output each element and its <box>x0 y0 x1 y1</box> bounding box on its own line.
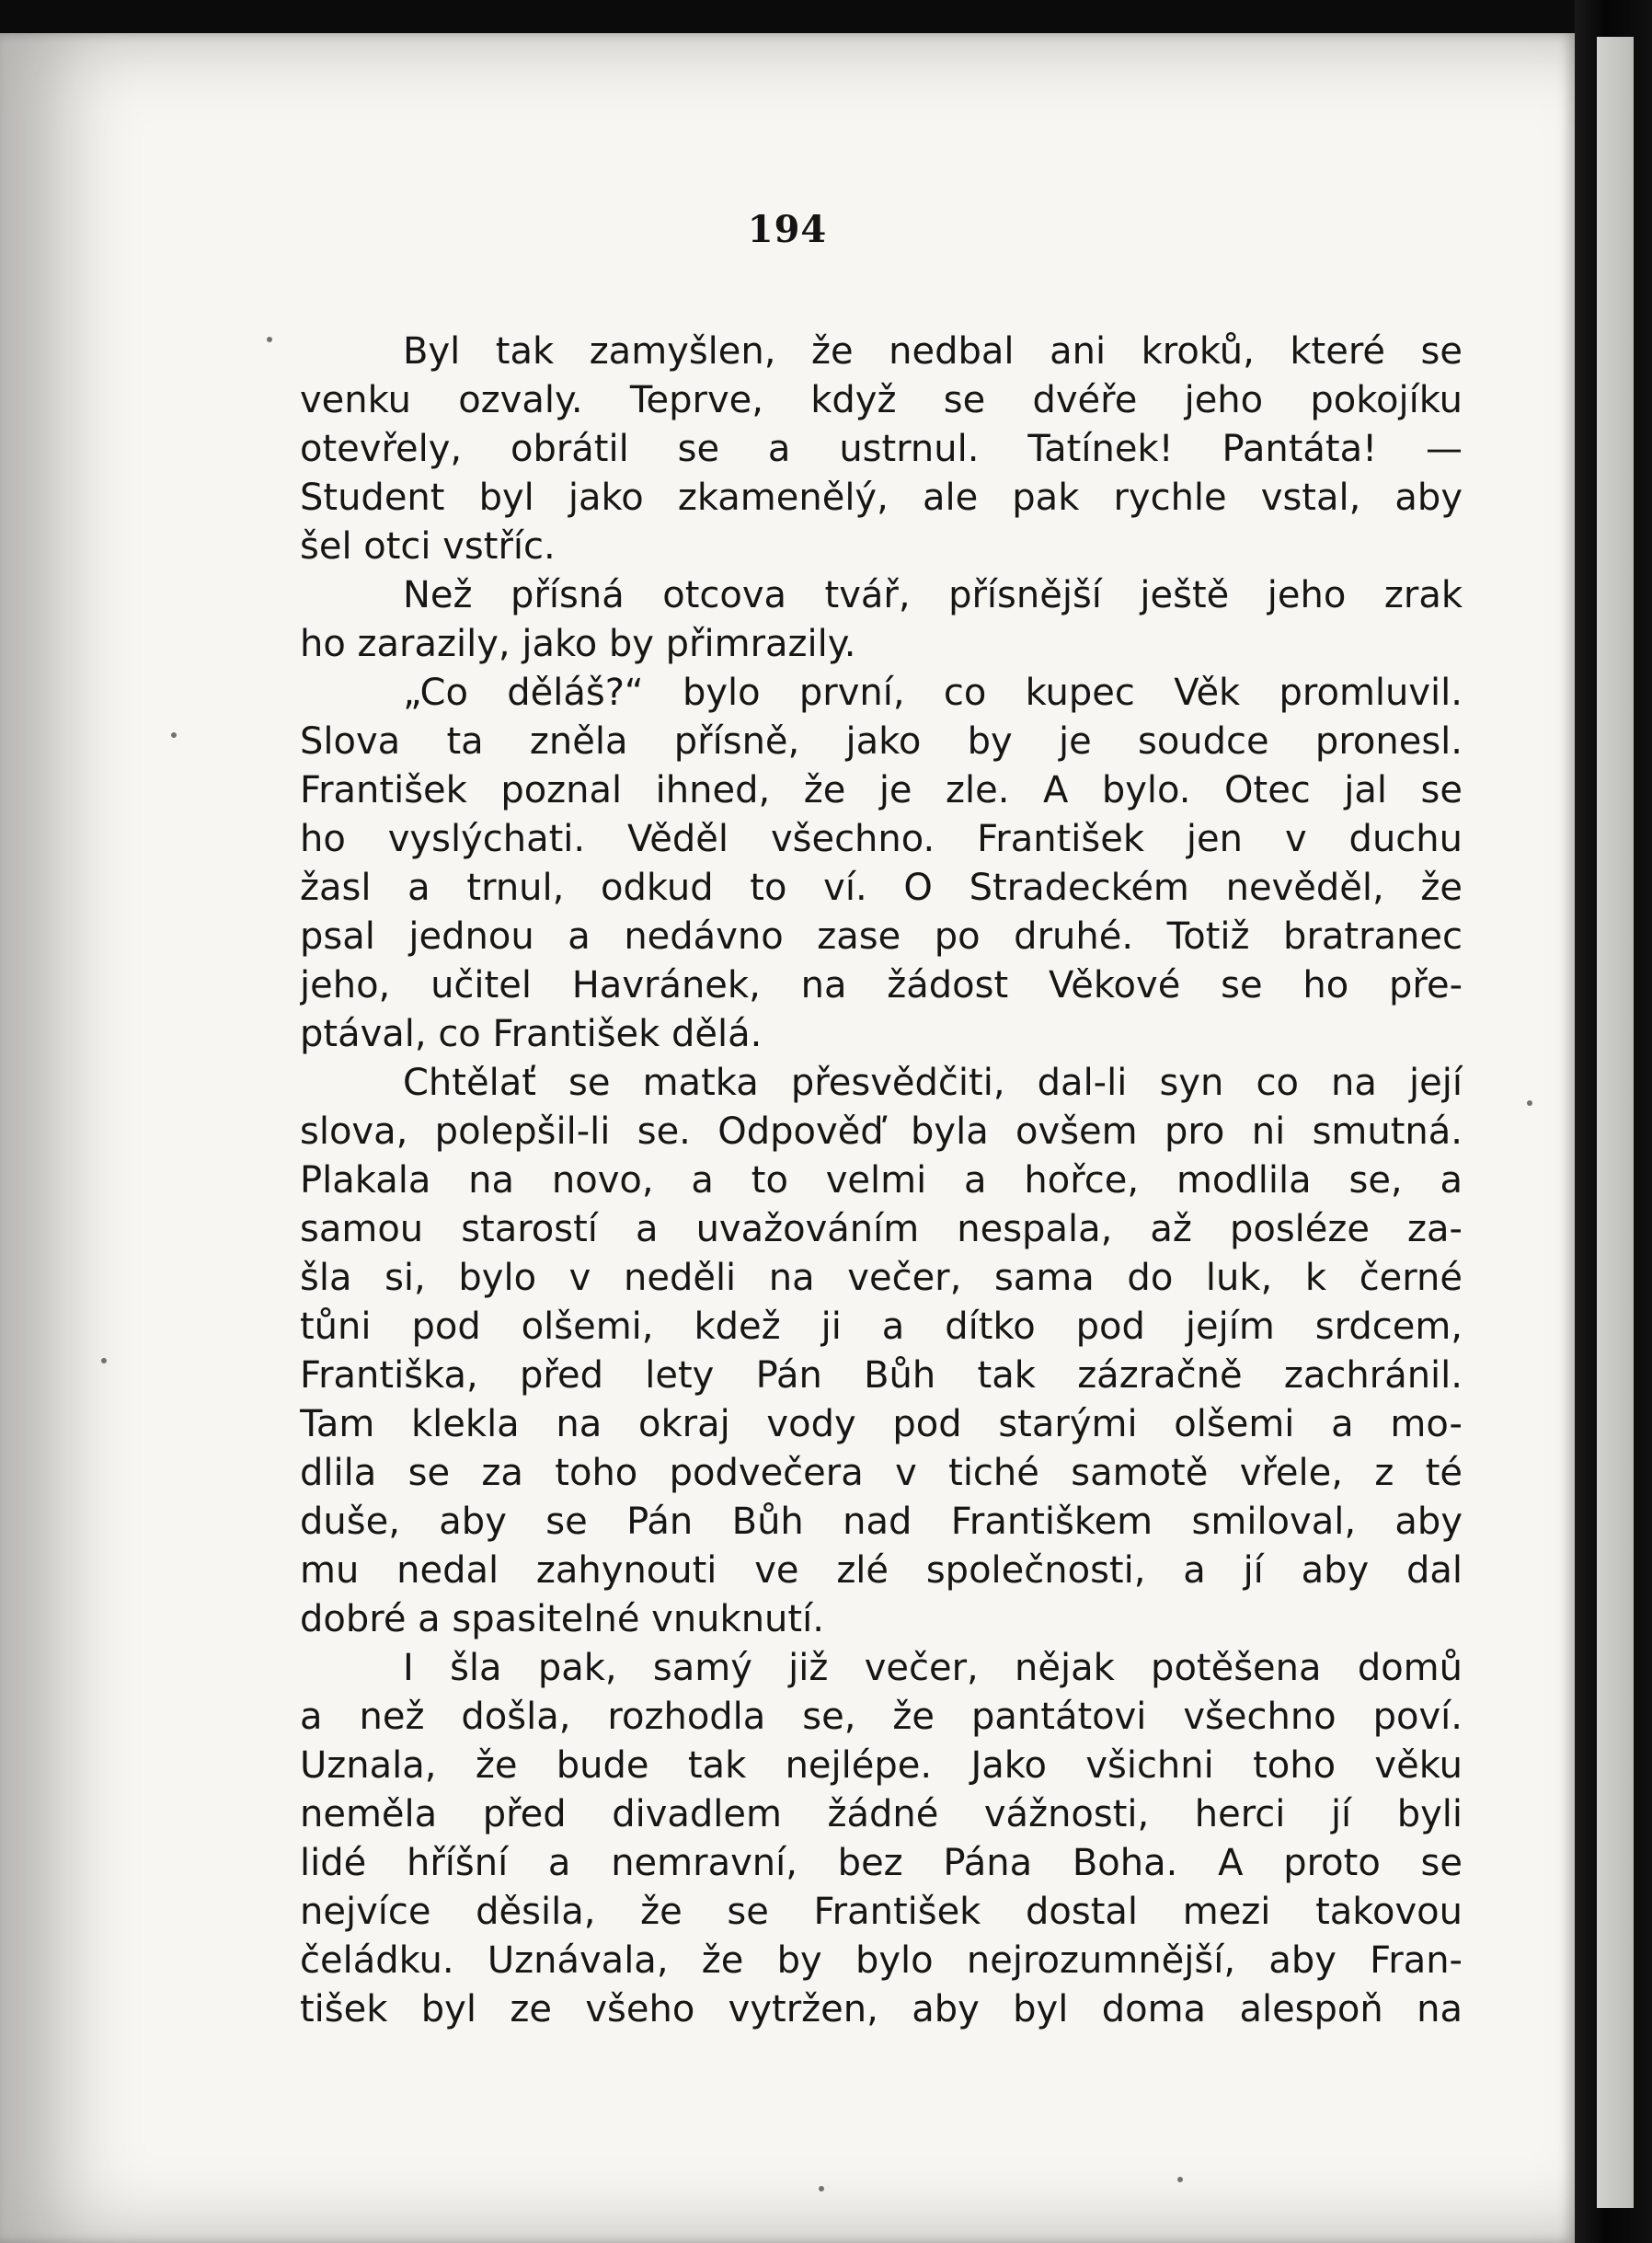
text-line: mu nedal zahynouti ve zlé společnosti, a jí aby dal <box>300 1549 1463 1592</box>
paper-speck <box>1177 2177 1183 2182</box>
text-line: šel otci vstříc. <box>300 525 556 568</box>
text-line: dobré a spasitelné vnuknutí. <box>300 1598 824 1640</box>
text-line: Františka, před lety Pán Bůh tak zázračně zachránil. <box>300 1354 1463 1397</box>
text-line: lidé hříšní a nemravní, bez Pána Boha. A proto se <box>300 1842 1463 1884</box>
next-page-edge <box>1597 37 1634 2208</box>
text-line: venku ozvaly. Teprve, když se dvéře jeho pokojíku <box>300 379 1463 421</box>
text-line: Student byl jako zkamenělý, ale pak rychle vstal, aby <box>300 477 1463 519</box>
paper-speck <box>101 1358 107 1363</box>
text-line: a než došla, rozhodla se, že pantátovi všechno poví. <box>300 1696 1463 1738</box>
body-text <box>300 328 1463 2034</box>
text-line: šla si, bylo v neděli na večer, sama do luk, k černé <box>300 1257 1463 1299</box>
text-line: čeládku. Uznávala, že by bylo nejrozumnější, aby Fran- <box>300 1939 1463 1982</box>
text-line: žasl a trnul, odkud to ví. O Stradeckém nevěděl, že <box>300 867 1463 909</box>
text-line: slova, polepšil-li se. Odpověď byla ovšem pro ni smutná. <box>300 1110 1463 1153</box>
text-line: Chtělať se matka přesvědčiti, dal-li syn co na její <box>403 1062 1463 1104</box>
text-line: psal jednou a nedávno zase po druhé. Totiž bratranec <box>300 915 1463 958</box>
text-line: ho vyslýchati. Věděl všechno. František jen v duchu <box>300 818 1463 860</box>
text-line: Slova ta zněla přísně, jako by je soudce pronesl. <box>300 720 1463 763</box>
text-line: neměla před divadlem žádné vážnosti, herci jí byli <box>300 1793 1463 1835</box>
paper-speck <box>267 337 272 342</box>
text-line: Než přísná otcova tvář, přísnější ještě jeho zrak <box>403 574 1463 616</box>
text-line: Tam klekla na okraj vody pod starými olšemi a mo- <box>300 1403 1463 1445</box>
text-line: I šla pak, samý již večer, nějak potěšena domů <box>403 1647 1463 1689</box>
text-line: samou starostí a uvažováním nespala, až posléze za- <box>300 1208 1463 1250</box>
book-page <box>0 33 1575 2243</box>
paper-speck <box>171 732 177 738</box>
page-number: 194 <box>747 208 828 251</box>
text-line: dlila se za toho podvečera v tiché samotě vřele, z té <box>300 1452 1463 1494</box>
text-line: duše, aby se Pán Bůh nad Františkem smiloval, aby <box>300 1501 1463 1543</box>
text-line: František poznal ihned, že je zle. A bylo. Otec jal se <box>300 769 1463 811</box>
text-line: jeho, učitel Havránek, na žádost Věkové se ho pře- <box>300 964 1463 1006</box>
text-line: ptával, co František dělá. <box>300 1013 763 1055</box>
text-line: Plakala na novo, a to velmi a hořce, modlila se, a <box>300 1159 1463 1202</box>
text-line: tišek byl ze všeho vytržen, aby byl doma alespoň na <box>300 1988 1463 2030</box>
text-line: ho zarazily, jako by přimrazily. <box>300 623 856 665</box>
text-line: tůni pod olšemi, kdež ji a dítko pod jejím srdcem, <box>300 1306 1463 1348</box>
text-line: Uznala, že bude tak nejlépe. Jako všichni toho věku <box>300 1744 1463 1787</box>
text-line: otevřely, obrátil se a ustrnul. Tatínek! Pantáta! — <box>300 428 1463 470</box>
paper-speck <box>1527 1100 1532 1106</box>
text-line: Byl tak zamyšlen, že nedbal ani kroků, které se <box>403 330 1463 373</box>
paper-speck <box>819 2186 824 2191</box>
text-line: nejvíce děsila, že se František dostal mezi takovou <box>300 1891 1463 1933</box>
text-line: „Co děláš?“ bylo první, co kupec Věk promluvil. <box>403 672 1463 714</box>
